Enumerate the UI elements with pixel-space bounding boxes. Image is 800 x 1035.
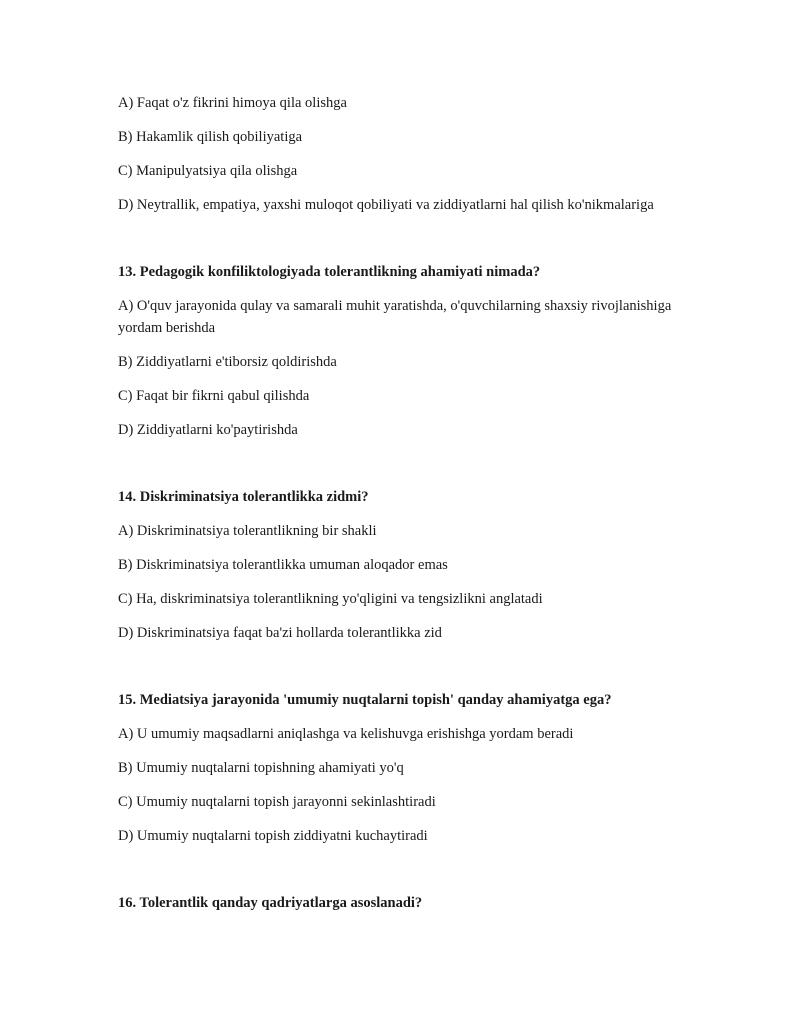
option: B) Diskriminatsiya tolerantlikka umuman aloqador emas	[118, 557, 448, 573]
option: A) O'quv jarayonida qulay va samarali muhit yaratishda, o'quvchilarning shaxsiy rivojlanishiga yordam berishda	[118, 298, 672, 336]
question-title: 16. Tolerantlik qanday qadriyatlarga asoslanadi?	[118, 895, 423, 911]
option: B) Hakamlik qilish qobiliyatiga	[118, 129, 303, 145]
continued-options	[118, 92, 678, 216]
question-block-13	[118, 261, 678, 441]
option: A) U umumiy maqsadlarni aniqlashga va kelishuvga erishishga yordam beradi	[118, 726, 574, 742]
option: D) Diskriminatsiya faqat ba'zi hollarda tolerantlikka zid	[118, 625, 442, 641]
spacer	[118, 859, 678, 892]
question-title: 13. Pedagogik konfiliktologiyada tolerantlikning ahamiyati nimada?	[118, 264, 541, 280]
spacer	[118, 453, 678, 486]
question-block-16	[118, 892, 678, 914]
question-block-14	[118, 486, 678, 644]
document-page	[118, 92, 678, 926]
option: B) Ziddiyatlarni e'tiborsiz qoldirishda	[118, 354, 337, 370]
option: D) Umumiy nuqtalarni topish ziddiyatni kuchaytiradi	[118, 828, 428, 844]
question-title: 15. Mediatsiya jarayonida 'umumiy nuqtalarni topish' qanday ahamiyatga ega?	[118, 692, 612, 708]
option: A) Faqat o'z fikrini himoya qila olishga	[118, 95, 347, 111]
question-block-15	[118, 689, 678, 847]
option: D) Ziddiyatlarni ko'paytirishda	[118, 422, 298, 438]
question-title: 14. Diskriminatsiya tolerantlikka zidmi?	[118, 489, 369, 505]
option: C) Manipulyatsiya qila olishga	[118, 163, 298, 179]
spacer	[118, 228, 678, 261]
option: A) Diskriminatsiya tolerantlikning bir shakli	[118, 523, 377, 539]
option: C) Umumiy nuqtalarni topish jarayonni sekinlashtiradi	[118, 794, 436, 810]
option: B) Umumiy nuqtalarni topishning ahamiyati yo'q	[118, 760, 404, 776]
option: D) Neytrallik, empatiya, yaxshi muloqot qobiliyati va ziddiyatlarni hal qilish ko'nikmalariga	[118, 197, 654, 213]
option: C) Ha, diskriminatsiya tolerantlikning yo'qligini va tengsizlikni anglatadi	[118, 591, 543, 607]
spacer	[118, 656, 678, 689]
option: C) Faqat bir fikrni qabul qilishda	[118, 388, 310, 404]
